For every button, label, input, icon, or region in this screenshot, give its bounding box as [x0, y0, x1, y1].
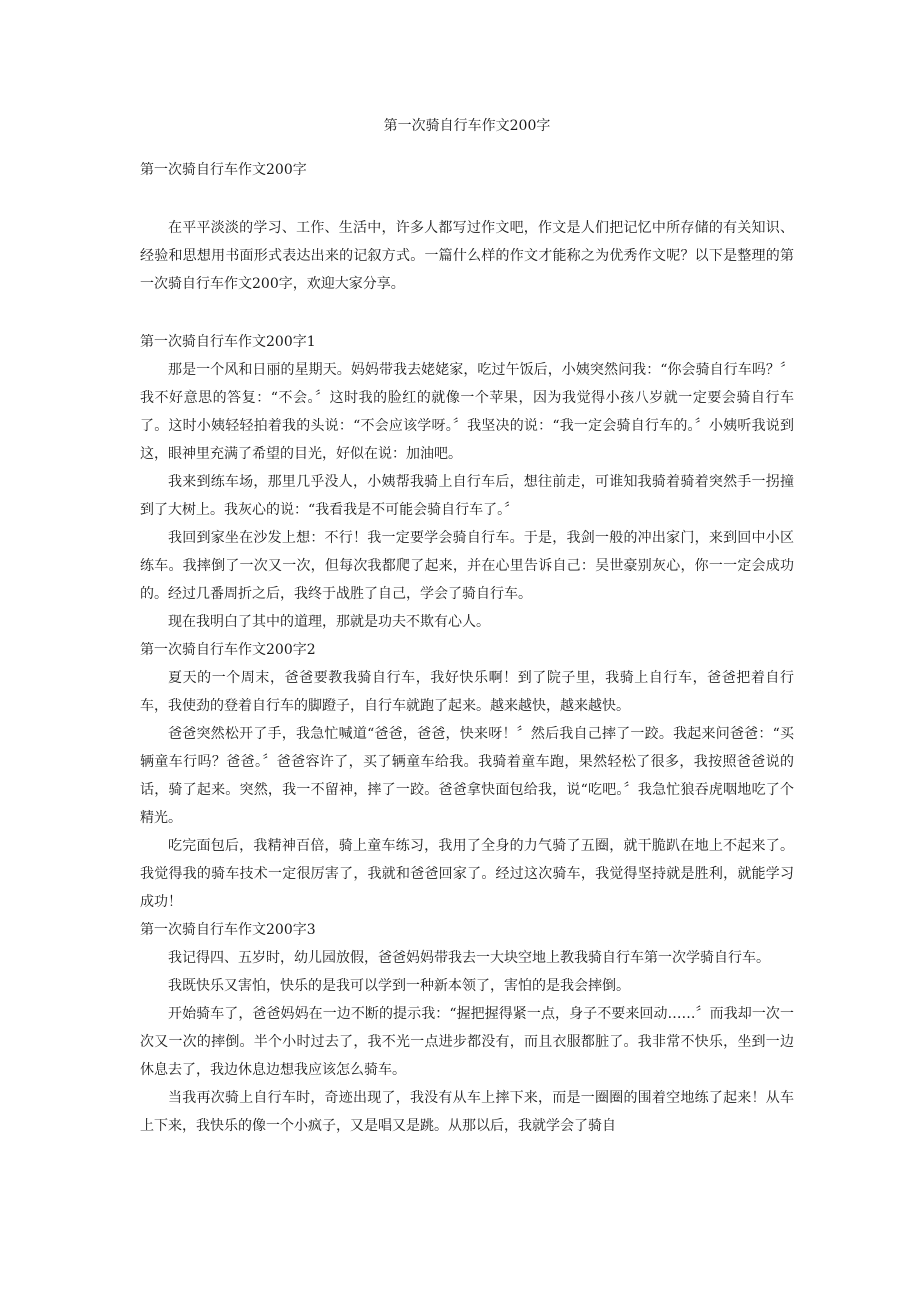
paragraph: 我来到练车场，那里几乎没人，小姨帮我骑上自行车后，想往前走，可谁知我骑着骑着突然手一拐撞到了大树上。我灰心的说：“我看我是不可能会骑自行车了。〞 [140, 474, 794, 518]
paragraph: 那是一个风和日丽的星期天。妈妈带我去姥姥家，吃过午饭后，小姨突然问我：“你会骑自行车吗？〞我不好意思的答复：“不会。〞这时我的脸红的就像一个苹果，因为我觉得小孩八岁就一定要会骑自行车了。这时小姨轻轻拍着我的头说：“不会应该学呀。〞我坚决的说：“我一定会骑自行车的。〞小姨听我说到这，眼神里充满了希望的目光，好似在说：加油吧。 [140, 362, 794, 462]
essay-section-3 [140, 916, 794, 1140]
paragraph: 当我再次骑上自行车时，奇迹出现了，我没有从车上摔下来，而是一圈圈的围着空地练了起来！从车上下来，我快乐的像一个小疯子，又是唱又是跳。从那以后，我就学会了骑自 [140, 1090, 794, 1134]
document-title: 第一次骑自行车作文200字 [383, 118, 551, 134]
paragraph: 我记得四、五岁时，幼儿园放假，爸爸妈妈带我去一大块空地上教我骑自行车第一次学骑自行车。 [168, 950, 770, 966]
paragraph: 开始骑车了，爸爸妈妈在一边不断的提示我：“握把握得紧一点，身子不要来回动……〞而我却一次一次又一次的摔倒。半个小时过去了，我不光一点进步都没有，而且衣服都脏了。我非常不快乐，坐到一边休息去了，我边休息边想我应该怎么骑车。 [140, 1006, 794, 1078]
paragraph: 我回到家坐在沙发上想：不行！我一定要学会骑自行车。于是，我剑一般的冲出家门，来到回中小区练车。我摔倒了一次又一次，但每次我都爬了起来，并在心里告诉自己：吴世豪别灰心，你一一定会成功的。经过几番周折之后，我终于战胜了自己，学会了骑自行车。 [140, 530, 794, 602]
section-heading: 第一次骑自行车作文200字2 [140, 642, 316, 658]
paragraph: 吃完面包后，我精神百倍，骑上童车练习，我用了全身的力气骑了五圈，就干脆趴在地上不起来了。我觉得我的骑车技术一定很厉害了，我就和爸爸回家了。经过这次骑车，我觉得坚持就是胜利，就能学习成功！ [140, 838, 794, 910]
paragraph: 现在我明白了其中的道理，那就是功夫不欺有心人。 [168, 614, 490, 630]
essay-section-1 [140, 328, 794, 636]
document-subtitle: 第一次骑自行车作文200字 [140, 162, 307, 178]
paragraph: 夏天的一个周末，爸爸要教我骑自行车，我好快乐啊！到了院子里，我骑上自行车，爸爸把着自行车，我使劲的登着自行车的脚蹬子，自行车就跑了起来。越来越快，越来越快。 [140, 670, 794, 714]
section-heading: 第一次骑自行车作文200字3 [140, 922, 316, 938]
intro-paragraph: 在平平淡淡的学习、工作、生活中，许多人都写过作文吧，作文是人们把记忆中所存储的有关知识、经验和思想用书面形式表达出来的记叙方式。一篇什么样的作文才能称之为优秀作文呢？以下是整理的第一次骑自行车作文200字，欢迎大家分享。 [140, 220, 794, 292]
paragraph: 爸爸突然松开了手，我急忙喊道“爸爸，爸爸，快来呀！〞然后我自己摔了一跤。我起来问爸爸：“买辆童车行吗？爸爸。〞爸爸容许了，买了辆童车给我。我骑着童车跑，果然轻松了很多，我按照爸爸说的话，骑了起来。突然，我一不留神，摔了一跤。爸爸拿快面包给我，说“吃吧。〞我急忙狼吞虎咽地吃了个精光。 [140, 726, 794, 826]
section-heading: 第一次骑自行车作文200字1 [140, 334, 316, 350]
paragraph: 我既快乐又害怕，快乐的是我可以学到一种新本领了，害怕的是我会摔倒。 [168, 978, 630, 994]
essay-section-2 [140, 636, 794, 916]
document-page [140, 112, 794, 1140]
